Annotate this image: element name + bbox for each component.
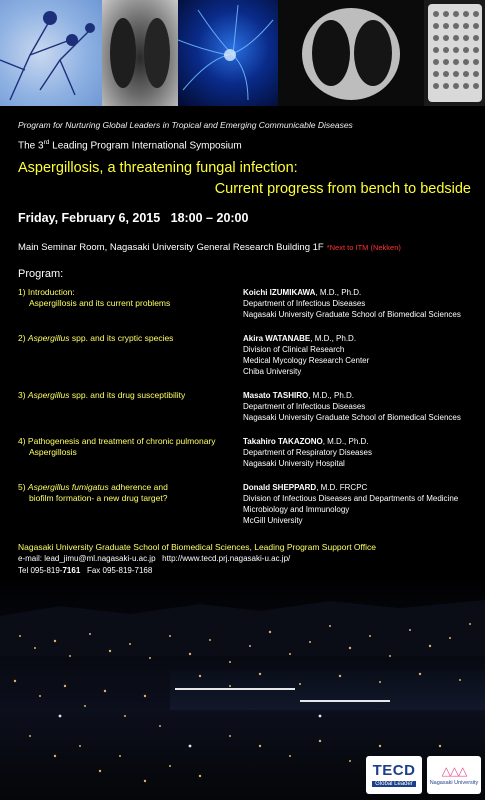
fungus-micrograph-image	[0, 0, 102, 106]
chest-ct-scan-image	[278, 0, 424, 106]
event-date-time: Friday, February 6, 2015 18:00 – 20:00	[18, 211, 249, 225]
nagasaki-university-logo: △△△ Nagasaki University	[427, 756, 481, 794]
program-speaker: Koichi IZUMIKAWA, M.D., Ph.D. Department of Infectious Diseases Nagasaki University Graduate School of Biomedical Sciences	[243, 288, 461, 319]
event-venue: Main Seminar Room, Nagasaki University General Research Building 1F *Next to ITM (Nekken)	[18, 242, 401, 253]
program-topic: 4) Pathogenesis and treatment of chronic pulmonary Aspergillosis	[18, 436, 216, 457]
university-emblem-icon: △△△	[441, 763, 467, 778]
tecd-global-leader-logo: TECD Global Leader	[366, 756, 422, 794]
venue-note: *Next to ITM (Nekken)	[326, 243, 401, 252]
support-office: Nagasaki University Graduate School of Biomedical Sciences, Leading Program Support Office	[18, 542, 376, 552]
program-topic: 5) Aspergillus fumigatus adherence and biofilm formation- a new drug target?	[18, 482, 168, 503]
program-topic: 2) Aspergillus spp. and its cryptic species	[18, 333, 174, 343]
contact-phone-fax: Tel 095-819-7161 Fax 095-819-7168	[18, 566, 153, 575]
symposium-heading: The 3rd Leading Program International Symposium	[18, 139, 242, 152]
program-topic: 3) Aspergillus spp. and its drug susceptibility	[18, 390, 186, 400]
event-title-line2: Current progress from bench to bedside	[214, 181, 471, 197]
fluorescence-hyphae-image	[178, 0, 278, 106]
program-speaker: Donald SHEPPARD, M.D. FRCPC Division of Infectious Diseases and Departments of Medicine Microbiology and Immunology McGill University	[243, 483, 459, 525]
event-title-line1: Aspergillosis, a threatening fungal infection:	[18, 160, 298, 176]
program-topic: 1) Introduction: Aspergillosis and its current problems	[18, 287, 171, 308]
well-plate-image	[424, 0, 485, 106]
header-photo-banner	[0, 0, 485, 106]
program-speaker: Takahiro TAKAZONO, M.D., Ph.D. Department of Respiratory Diseases Nagasaki University Hospital	[243, 437, 372, 468]
program-label: Program:	[18, 268, 64, 280]
program-name: Program for Nurturing Global Leaders in Tropical and Emerging Communicable Diseases	[18, 120, 353, 130]
program-speaker: Akira WATANABE, M.D., Ph.D. Division of Clinical Research Medical Mycology Research Center Chiba University	[243, 334, 370, 376]
contact-email-url: e-mail: lead_jimu@ml.nagasaki-u.ac.jp http://www.tecd.prj.nagasaki-u.ac.jp/	[18, 554, 291, 563]
program-speaker: Masato TASHIRO, M.D., Ph.D. Department of Infectious Diseases Nagasaki University Graduate School of Biomedical Sciences	[243, 391, 461, 422]
chest-xray-image	[102, 0, 178, 106]
